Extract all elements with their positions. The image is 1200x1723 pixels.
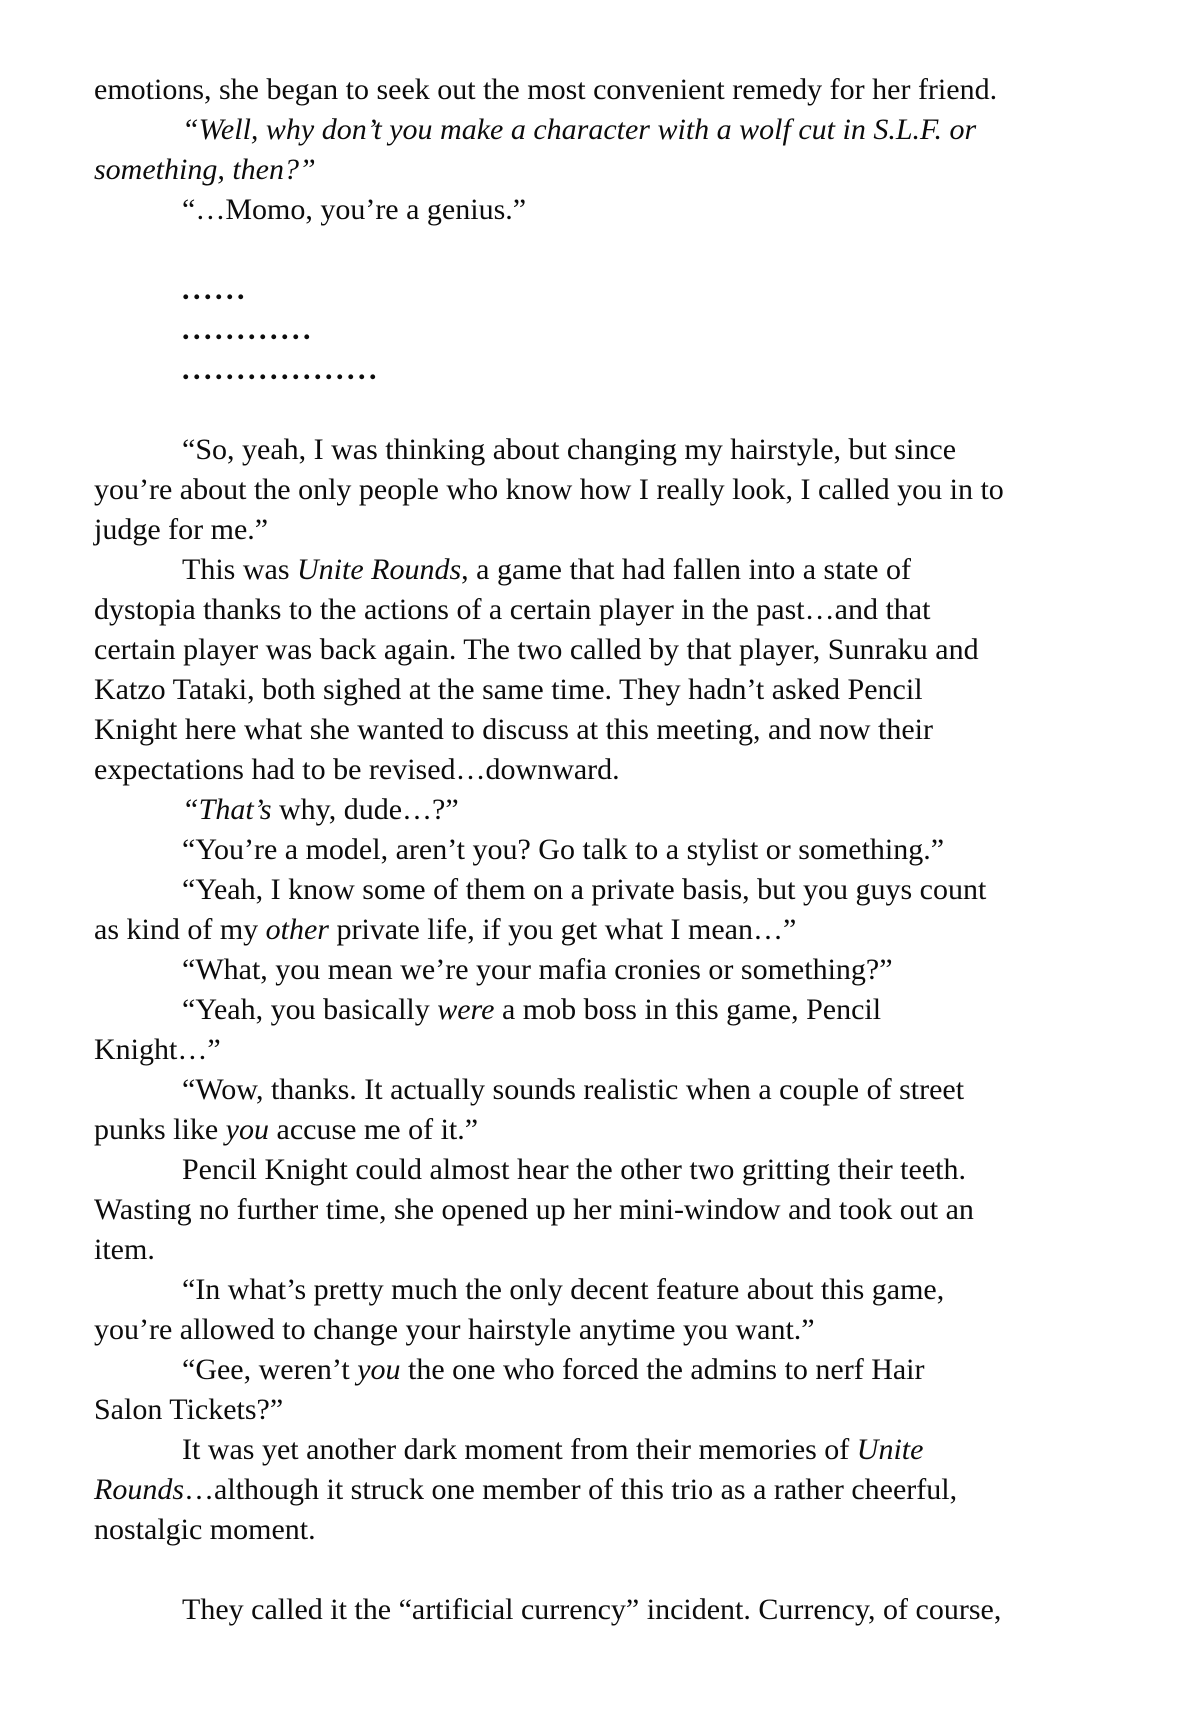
- italic-text-run: Unite Rounds: [297, 553, 462, 586]
- text-line: [94, 1390, 1114, 1430]
- text-run: It was yet another dark moment from their memories of: [182, 1433, 857, 1466]
- text-line: [94, 1030, 1114, 1070]
- italic-text-run: you: [357, 1353, 401, 1386]
- text-line: [94, 470, 1114, 510]
- text-run: as kind of my: [94, 913, 266, 946]
- text-run: why, dude…?”: [271, 793, 459, 826]
- text-run: , a game that had fallen into a state of: [461, 553, 911, 586]
- paragraph: [94, 110, 1114, 190]
- text-line: [94, 550, 1114, 590]
- text-line: [94, 1590, 1114, 1630]
- text-run: “Yeah, I know some of them on a private basis, but you guys count: [182, 873, 987, 906]
- text-line: [94, 510, 1114, 550]
- text-run: a mob boss in this game, Pencil: [494, 993, 882, 1026]
- paragraph: [94, 950, 1114, 990]
- paragraph: [94, 1590, 1114, 1630]
- text-run: Wasting no further time, she opened up her mini-window and took out an: [94, 1193, 974, 1226]
- blank-line: [94, 1550, 1114, 1590]
- text-run: accuse me of it.”: [269, 1113, 479, 1146]
- paragraph: [94, 1350, 1114, 1430]
- italic-text-run: Rounds: [94, 1473, 184, 1506]
- text-line: [94, 950, 1114, 990]
- text-run: item.: [94, 1233, 155, 1266]
- text-line: [94, 150, 1114, 190]
- text-run: …although it struck one member of this trio as a rather cheerful,: [184, 1473, 958, 1506]
- text-run: ..................: [182, 353, 380, 386]
- text-run: Salon Tickets?”: [94, 1393, 284, 1426]
- blank-line: [94, 230, 1114, 270]
- text-run: nostalgic moment.: [94, 1513, 316, 1546]
- text-run: you’re about the only people who know how I really look, I called you in to: [94, 473, 1004, 506]
- italic-text-run: “Well, why don’t you make a character with a wolf cut in S.L.F. or: [182, 113, 977, 146]
- text-line: [94, 190, 1114, 230]
- text-run: “…Momo, you’re a genius.”: [182, 193, 527, 226]
- paragraph: [94, 430, 1114, 550]
- blank-line: [94, 390, 1114, 430]
- text-run: ......: [182, 273, 248, 306]
- italic-text-run: something, then?”: [94, 153, 316, 186]
- paragraph: [94, 190, 1114, 230]
- text-line: [94, 630, 1114, 670]
- text-run: you’re allowed to change your hairstyle anytime you want.”: [94, 1313, 815, 1346]
- text-line: [94, 110, 1114, 150]
- text-line: [94, 990, 1114, 1030]
- paragraph: [94, 1270, 1114, 1350]
- paragraph: [94, 990, 1114, 1070]
- text-line: [94, 1310, 1114, 1350]
- text-run: Katzo Tataki, both sighed at the same time. They hadn’t asked Pencil: [94, 673, 923, 706]
- text-line: [94, 430, 1114, 470]
- text-run: Knight here what she wanted to discuss at this meeting, and now their: [94, 713, 933, 746]
- text-line: [94, 350, 1114, 390]
- text-run: This was: [182, 553, 297, 586]
- text-run: “Yeah, you basically: [182, 993, 438, 1026]
- text-line: [94, 1470, 1114, 1510]
- italic-text-run: other: [265, 913, 329, 946]
- text-line: [94, 70, 1114, 110]
- text-run: Knight…”: [94, 1033, 221, 1066]
- text-run: judge for me.”: [94, 513, 269, 546]
- ellipsis-paragraph: [94, 270, 1114, 310]
- text-run: emotions, she began to seek out the most convenient remedy for her friend.: [94, 73, 998, 106]
- text-run: ............: [182, 313, 314, 346]
- text-run: dystopia thanks to the actions of a certain player in the past…and that: [94, 593, 931, 626]
- italic-text-run: Unite: [856, 1433, 924, 1466]
- text-line: [94, 710, 1114, 750]
- text-line: [94, 1110, 1114, 1150]
- text-line: [94, 270, 1114, 310]
- text-line: [94, 1270, 1114, 1310]
- text-run: “Wow, thanks. It actually sounds realistic when a couple of street: [182, 1073, 965, 1106]
- italic-text-run: were: [437, 993, 495, 1026]
- text-line: [94, 750, 1114, 790]
- text-line: [94, 1230, 1114, 1270]
- text-line: [94, 1150, 1114, 1190]
- text-line: [94, 590, 1114, 630]
- paragraph: [94, 830, 1114, 870]
- text-run: “Gee, weren’t: [182, 1353, 358, 1386]
- text-line: [94, 1190, 1114, 1230]
- text-line: [94, 1430, 1114, 1470]
- text-run: “So, yeah, I was thinking about changing my hairstyle, but since: [182, 433, 957, 466]
- ellipsis-paragraph: [94, 310, 1114, 350]
- text-line: [94, 1350, 1114, 1390]
- text-run: private life, if you get what I mean…”: [328, 913, 797, 946]
- paragraph: [94, 550, 1114, 790]
- text-run: Pencil Knight could almost hear the other two gritting their teeth.: [182, 1153, 966, 1186]
- text-run: punks like: [94, 1113, 226, 1146]
- paragraph: [94, 790, 1114, 830]
- text-line: [94, 790, 1114, 830]
- text-run: expectations had to be revised…downward.: [94, 753, 620, 786]
- text-run: the one who forced the admins to nerf Hair: [400, 1353, 925, 1386]
- text-line: [94, 310, 1114, 350]
- text-line: [94, 870, 1114, 910]
- paragraph: [94, 1070, 1114, 1150]
- text-line: [94, 670, 1114, 710]
- paragraph: [94, 1430, 1114, 1550]
- ellipsis-paragraph: [94, 350, 1114, 390]
- italic-text-run: “That’s: [182, 793, 272, 826]
- paragraph: [94, 70, 1114, 110]
- text-line: [94, 830, 1114, 870]
- text-line: [94, 1510, 1114, 1550]
- text-run: “What, you mean we’re your mafia cronies or something?”: [182, 953, 893, 986]
- italic-text-run: you: [225, 1113, 269, 1146]
- text-line: [94, 1070, 1114, 1110]
- text-run: “In what’s pretty much the only decent feature about this game,: [182, 1273, 945, 1306]
- text-run: certain player was back again. The two called by that player, Sunraku and: [94, 633, 979, 666]
- paragraph: [94, 1150, 1114, 1270]
- paragraph: [94, 870, 1114, 950]
- text-run: They called it the “artificial currency” incident. Currency, of course,: [182, 1593, 1002, 1626]
- text-run: “You’re a model, aren’t you? Go talk to a stylist or something.”: [182, 833, 945, 866]
- text-line: [94, 910, 1114, 950]
